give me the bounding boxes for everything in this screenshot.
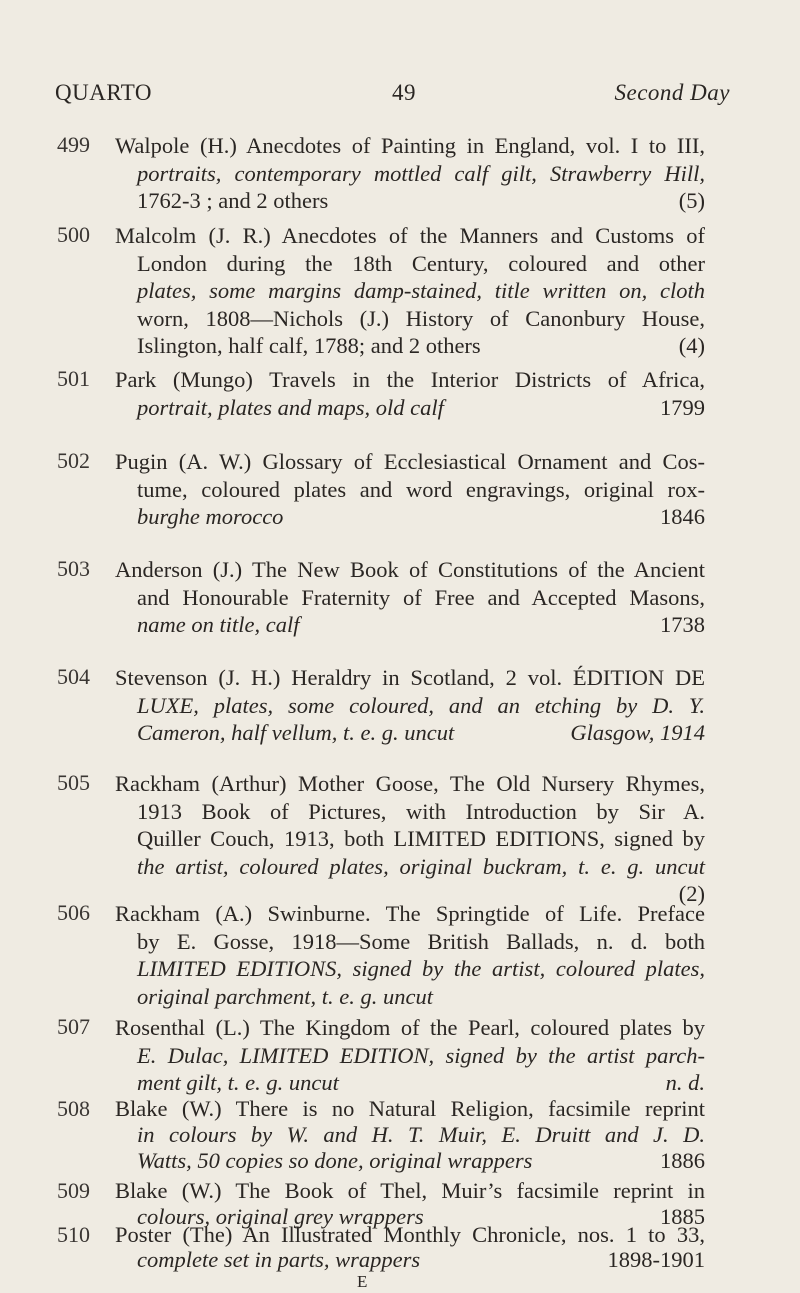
lot-number: 502 xyxy=(57,448,90,473)
lot-line: LUXE, plates, some coloured, and an etching by D. Y. xyxy=(137,692,705,718)
lot-date: 1898-1901 xyxy=(607,1247,705,1272)
lot-description xyxy=(115,664,705,747)
lot-number: 507 xyxy=(57,1014,90,1039)
lot-number: 505 xyxy=(57,770,90,795)
lot-date: 1738 xyxy=(660,612,705,637)
lot-description xyxy=(115,132,705,215)
lot-line-last xyxy=(115,1069,705,1097)
lot-date: n. d. xyxy=(665,1070,705,1095)
lot-description xyxy=(115,366,705,421)
lot-description xyxy=(115,1014,705,1097)
header-left: QUARTO xyxy=(55,80,153,105)
lot-date: 1846 xyxy=(660,504,705,529)
lot-line: the artist, coloured plates, original buckram, t. e. g. uncut xyxy=(137,853,705,879)
lot-description xyxy=(115,448,705,531)
lot-line-last xyxy=(115,187,705,215)
lot-number: 503 xyxy=(57,556,90,581)
lot-quantity: (2) xyxy=(678,881,705,906)
header-right: Second Day xyxy=(614,80,730,105)
lot-number: 508 xyxy=(57,1096,90,1121)
lot-line: name on title, calf xyxy=(137,612,300,637)
lot-description xyxy=(115,556,705,639)
lot-number: 506 xyxy=(57,900,90,925)
lot-line: Blake (W.) The Book of Thel, Muir’s facsimile reprint in xyxy=(115,1178,705,1203)
lot-line: and Honourable Fraternity of Free and Accepted Masons, xyxy=(137,584,705,610)
lot-date: 1886 xyxy=(660,1148,705,1173)
lot-line-last xyxy=(115,611,705,639)
lot-imprint: Glasgow, 1914 xyxy=(570,720,705,745)
lot-line: London during the 18th Century, coloured and other xyxy=(137,250,705,276)
lot-line: ment gilt, t. e. g. uncut xyxy=(137,1070,339,1095)
lot-description xyxy=(115,1222,705,1272)
lot-line: plates, some margins damp-stained, title written on, cloth xyxy=(137,278,705,303)
lot-line: burghe morocco xyxy=(137,504,284,529)
lot-line: Walpole (H.) Anecdotes of Painting in England, vol. I to III, xyxy=(115,133,705,158)
lot-line: colours, original grey wrappers xyxy=(137,1204,424,1229)
lot-line: in colours by W. and H. T. Muir, E. Druitt and J. D. xyxy=(137,1122,705,1147)
lot-line-last xyxy=(115,394,705,422)
lot-line: 1762-3 ; and 2 others xyxy=(137,188,329,213)
lot-line: Islington, half calf, 1788; and 2 others xyxy=(137,333,481,358)
lot-description xyxy=(115,222,705,360)
page-header xyxy=(55,80,730,112)
lot-line: E. Dulac, LIMITED EDITION, signed by the artist parch- xyxy=(137,1042,705,1068)
lot-line: Stevenson (J. H.) Heraldry in Scotland, 2 vol. ÉDITION DE xyxy=(115,665,705,690)
lot-description xyxy=(115,1096,705,1174)
lot-line: complete set in parts, wrappers xyxy=(137,1247,421,1272)
lot-number: 510 xyxy=(57,1222,90,1247)
lot-line-last xyxy=(115,332,705,360)
lot-line: 1913 Book of Pictures, with Introduction by Sir A. xyxy=(137,798,705,824)
lot-line: Rackham (A.) Swinburne. The Springtide of Life. Preface xyxy=(115,901,705,926)
lot-quantity: (4) xyxy=(678,333,705,358)
lot-line: tume, coloured plates and word engravings, original rox- xyxy=(137,476,705,502)
lot-line: Anderson (J.) The New Book of Constitutions of the Ancient xyxy=(115,557,705,582)
signature-mark: E xyxy=(357,1272,368,1291)
lot-line: Park (Mungo) Travels in the Interior Districts of Africa, xyxy=(115,367,705,392)
lot-number: 500 xyxy=(57,222,90,247)
lot-line-last xyxy=(115,719,705,747)
lot-line: portrait, plates and maps, old calf xyxy=(137,394,444,420)
lot-line: original parchment, t. e. g. uncut xyxy=(137,983,434,1009)
lot-number: 509 xyxy=(57,1178,90,1203)
lot-line: worn, 1808—Nichols (J.) History of Canonbury House, xyxy=(137,305,705,331)
lot-line-last xyxy=(115,503,705,531)
lot-quantity: (5) xyxy=(678,188,705,213)
lot-line: portraits, contemporary mottled calf gilt, Strawberry Hill, xyxy=(137,160,705,186)
lot-number: 504 xyxy=(57,664,90,689)
lot-line: Poster (The) An Illustrated Monthly Chronicle, nos. 1 to 33, xyxy=(115,1222,705,1247)
page-number: 49 xyxy=(392,80,416,105)
lot-line: Quiller Couch, 1913, both LIMITED EDITIONS, signed by xyxy=(137,826,705,851)
lot-line: Rosenthal (L.) The Kingdom of the Pearl, coloured plates by xyxy=(115,1015,705,1040)
lot-line: LIMITED EDITIONS, signed by the artist, coloured plates, xyxy=(137,956,705,981)
lot-number: 501 xyxy=(57,366,90,391)
lot-line: Watts, 50 copies so done, original wrappers xyxy=(137,1148,533,1173)
lot-line-last xyxy=(115,1247,705,1272)
lot-line: Pugin (A. W.) Glossary of Ecclesiastical Ornament and Cos- xyxy=(115,449,705,474)
lot-line: Cameron, half vellum, t. e. g. uncut xyxy=(137,720,455,745)
lot-description xyxy=(115,770,705,908)
lot-line: by E. Gosse, 1918—Some British Ballads, n. d. both xyxy=(137,928,705,954)
lot-line: Rackham (Arthur) Mother Goose, The Old Nursery Rhymes, xyxy=(115,771,705,796)
lot-line-last xyxy=(115,1148,705,1174)
lot-date: 1799 xyxy=(660,394,705,420)
lot-number: 499 xyxy=(57,132,90,157)
lot-line: Blake (W.) There is no Natural Religion, facsimile reprint xyxy=(115,1096,705,1121)
lot-date: 1885 xyxy=(660,1204,705,1229)
lot-description xyxy=(115,900,705,1010)
lot-line: Malcolm (J. R.) Anecdotes of the Manners and Customs of xyxy=(115,223,705,248)
